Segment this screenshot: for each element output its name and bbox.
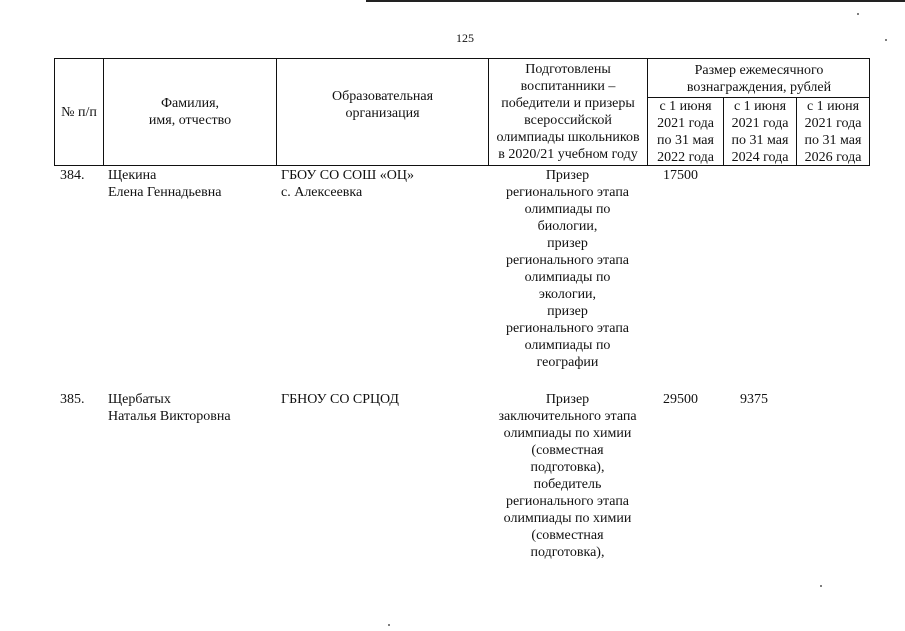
header-reward: Размер ежемесячного вознаграждения, рублей: [686, 63, 832, 95]
row-number: 385.: [60, 392, 85, 407]
scan-speck: [820, 585, 822, 587]
reward-amount-2024: 9375: [740, 392, 768, 407]
header-achievement: Подготовлены воспитанники – победители и призеры всероссийской олимпиады школьников в 2020/21 учебном году: [496, 62, 640, 162]
reward-amount-2022: 17500: [663, 168, 698, 183]
achievement: Призер регионального этапа олимпиады по биологии, призер регионального этапа олимпиады по экологии, призер регионального этапа олимпиады по географии: [505, 168, 630, 370]
scan-speck: [388, 624, 390, 626]
reward-amount-2022: 29500: [663, 392, 698, 407]
organization: ГБНОУ СО СРЦОД: [281, 392, 399, 407]
header-organization: Образовательная организация: [331, 89, 434, 121]
achievement: Призер заключительного этапа олимпиады по химии (совместная подготовка), победитель регионального этапа олимпиады по химии (совместная подготовка),: [498, 392, 637, 560]
scan-speck: [857, 13, 859, 15]
organization: ГБОУ СО СОШ «ОЦ» с. Алексеевка: [281, 168, 415, 200]
table-header: [54, 58, 870, 166]
header-period-2022: с 1 июня 2021 года по 31 мая 2022 года: [657, 98, 714, 165]
person-name: Щербатых Наталья Викторовна: [108, 392, 231, 424]
header-period-2024: с 1 июня 2021 года по 31 мая 2024 года: [731, 98, 789, 165]
header-period-2026: с 1 июня 2021 года по 31 мая 2026 года: [804, 98, 862, 165]
person-name: Щекина Елена Геннадьевна: [108, 168, 222, 200]
row-number: 384.: [60, 168, 85, 183]
header-name: Фамилия, имя, отчество: [148, 96, 232, 128]
page-number: 125: [456, 31, 474, 45]
scan-top-edge-line: [366, 0, 905, 2]
header-num: № п/п: [61, 104, 97, 120]
